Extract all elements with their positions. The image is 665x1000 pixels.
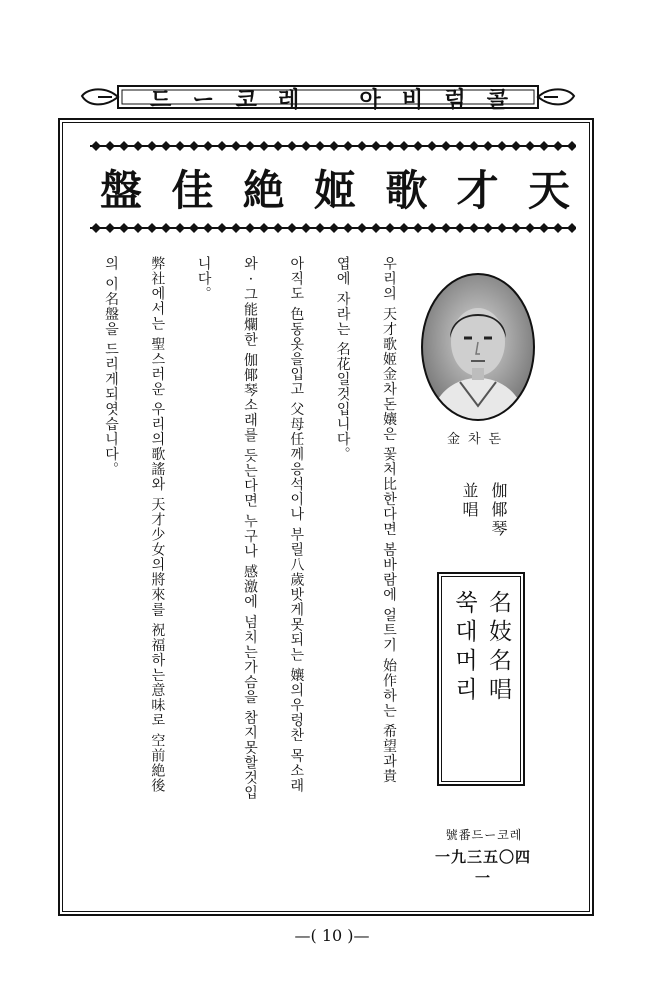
body-column: 의 이名盤을 드리게되엿습니다。 [103, 256, 119, 477]
ornament-diamond [567, 223, 576, 233]
ornament-diamond [245, 141, 255, 151]
ornament-diamond [483, 223, 493, 233]
ornament-diamond [385, 223, 395, 233]
ornament-diamond [553, 141, 563, 151]
body-column: 弊社에서는 聖스러운 우리의歌謠와 天才少女의將來를 祝福하는意味로 空前絶後 [149, 256, 166, 794]
ornament-diamond [497, 141, 507, 151]
ornament-diamond [427, 223, 437, 233]
ornament-diamond [497, 223, 507, 233]
body-column: 니다。 [195, 256, 212, 301]
body-column: 엽에 자라는 名花일것입니다。 [334, 256, 351, 462]
singing-mode-label: 並唱 [460, 482, 479, 520]
ornament-diamond [203, 223, 213, 233]
ornament-diamond [371, 223, 381, 233]
record-number-label: 號番드ー코레 [445, 828, 523, 842]
page-number: —( 10 )— [294, 926, 370, 945]
body-text [100, 256, 400, 886]
record-title-line: 쑥대머리 [451, 590, 477, 706]
ornament-diamond [413, 141, 423, 151]
record-title [450, 590, 512, 770]
ornament-diamond [105, 223, 115, 233]
banner-title [150, 84, 510, 112]
catalog-number: 一九三五〇四一 [434, 848, 531, 887]
banner-char: 비 [401, 86, 426, 113]
ornament-diamond [357, 141, 367, 151]
ornament-diamond [511, 223, 521, 233]
ornament-diamond [91, 141, 101, 151]
ornament-diamond [189, 141, 199, 151]
ornament-diamond [105, 141, 115, 151]
ornament-diamond [441, 141, 451, 151]
ornament-diamond [525, 223, 535, 233]
ornament-diamond [329, 223, 339, 233]
portrait-photo [420, 272, 536, 422]
photo-caption: 金차돈 [446, 432, 510, 447]
ornament-diamond [189, 223, 199, 233]
ornament-diamond [343, 141, 353, 151]
ornament-diamond [175, 141, 185, 151]
body-column: 우리의 天才歌姬金차돈孃은 꽃처比한다면 봄바람에 얼트기 始作하는 希望과貴 [380, 256, 397, 784]
banner-char: 레 [277, 86, 302, 113]
ornament-diamond [455, 223, 465, 233]
ornament-diamond [329, 141, 339, 151]
ornament-diamond [161, 223, 171, 233]
ornament-diamond [483, 141, 493, 151]
ornament-diamond [259, 141, 269, 151]
title-char: 絶 [242, 166, 285, 215]
ornament-diamond [357, 223, 367, 233]
ornament-rule-bottom [90, 222, 576, 234]
ornament-diamond [343, 223, 353, 233]
title-char: 才 [456, 166, 499, 215]
ornament-diamond [469, 223, 479, 233]
page-title [100, 160, 570, 216]
ornament-diamond [217, 223, 227, 233]
body-column: 아직도 色동옷을입고 父母任께응석이나 부릴八歲밧게못되는 孃의우렁찬 목소래 [288, 256, 305, 794]
ornament-diamond [133, 223, 143, 233]
title-char: 天 [527, 166, 570, 215]
ornament-diamond [91, 223, 101, 233]
banner-char: ー [192, 86, 217, 113]
banner-char: 아 [359, 86, 383, 113]
ornament-diamond [525, 141, 535, 151]
ornament-diamond [511, 141, 521, 151]
record-title-line: 名妓名唱 [485, 590, 511, 706]
ornament-diamond [259, 223, 269, 233]
title-char: 佳 [171, 166, 214, 215]
ornament-diamond [413, 223, 423, 233]
ornament-diamond [399, 141, 409, 151]
ornament-diamond [287, 223, 297, 233]
ornament-diamond [217, 141, 227, 151]
banner-char: 콜 [486, 86, 510, 113]
ornament-rule-top [90, 140, 576, 152]
title-char: 盤 [100, 166, 143, 215]
instrument-label: 伽倻琴 [489, 482, 508, 539]
ornament-diamond [287, 141, 297, 151]
ornament-diamond [567, 141, 576, 151]
banner-char: 드 [150, 86, 174, 113]
ornament-diamond [441, 223, 451, 233]
title-char: 歌 [385, 166, 428, 215]
ornament-diamond [469, 141, 479, 151]
ornament-diamond [427, 141, 437, 151]
body-column: 와 · 그能爛한 伽倻琴소래를 듯는다면 누구나 感激에 넘치는가슴을 참지못할것입 [241, 256, 258, 801]
ornament-diamond [119, 223, 129, 233]
ornament-diamond [273, 141, 283, 151]
ornament-diamond [133, 141, 143, 151]
ornament-diamond [539, 223, 549, 233]
ornament-diamond [161, 141, 171, 151]
ornament-diamond [175, 223, 185, 233]
ornament-diamond [301, 141, 311, 151]
ornament-diamond [399, 223, 409, 233]
ornament-diamond [147, 141, 157, 151]
ornament-diamond [203, 141, 213, 151]
ornament-diamond [315, 223, 325, 233]
ornament-diamond [385, 141, 395, 151]
ornament-diamond [301, 223, 311, 233]
ornament-diamond [231, 141, 241, 151]
ornament-diamond [315, 141, 325, 151]
ornament-diamond [245, 223, 255, 233]
ornament-diamond [539, 141, 549, 151]
banner-char: 코 [235, 86, 259, 113]
ornament-diamond [231, 223, 241, 233]
title-char: 姬 [313, 166, 356, 215]
banner-char: 럼 [444, 86, 468, 113]
ornament-diamond [273, 223, 283, 233]
ornament-diamond [119, 141, 129, 151]
ornament-diamond [147, 223, 157, 233]
ornament-diamond [553, 223, 563, 233]
ornament-diamond [455, 141, 465, 151]
ornament-diamond [371, 141, 381, 151]
performance-info [458, 482, 510, 562]
